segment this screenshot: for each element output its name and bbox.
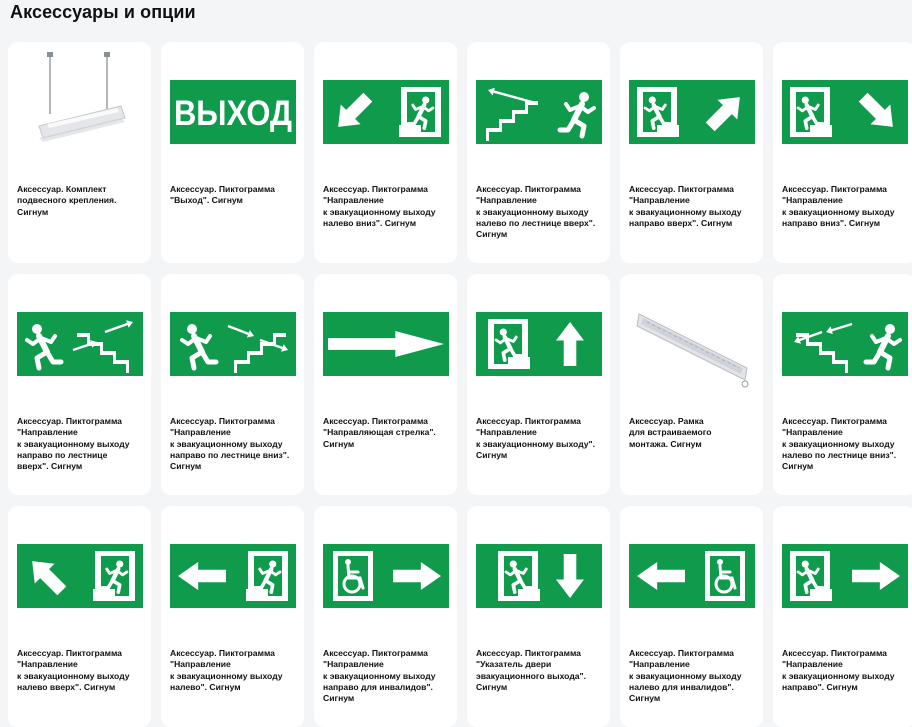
product-card[interactable] bbox=[161, 506, 304, 727]
product-card[interactable] bbox=[773, 274, 912, 495]
product-title[interactable]: Аксессуар. Пиктограмма "Направление к эвакуационному выходу направо". Сигнум bbox=[782, 648, 895, 692]
svg-text:ВЫХОД: ВЫХОД bbox=[174, 94, 293, 133]
product-title[interactable]: Аксессуар. Пиктограмма "Направление к эвакуационному выходу налево". Сигнум bbox=[170, 648, 283, 692]
product-image bbox=[476, 80, 602, 144]
product-title[interactable]: Аксессуар. Пиктограмма "Направление к эвакуационному выходу налево по лестнице вверх". Сигнум bbox=[476, 184, 596, 240]
product-image bbox=[782, 312, 908, 376]
product-title[interactable]: Аксессуар. Пиктограмма "Направляющая стрелка". Сигнум bbox=[323, 416, 436, 449]
product-card[interactable] bbox=[620, 506, 763, 727]
product-image bbox=[476, 312, 602, 376]
product-card[interactable] bbox=[467, 274, 610, 495]
product-image bbox=[17, 312, 143, 376]
product-title[interactable]: Аксессуар. Пиктограмма "Указатель двери эвакуационного выхода". Сигнум bbox=[476, 648, 587, 692]
product-card[interactable] bbox=[8, 274, 151, 495]
product-card[interactable] bbox=[314, 274, 457, 495]
product-image bbox=[323, 80, 449, 144]
product-title[interactable]: Аксессуар. Рамка для встраиваемого монтажа. Сигнум bbox=[629, 416, 712, 449]
product-card[interactable] bbox=[8, 42, 151, 263]
product-title[interactable]: Аксессуар. Комплект подвесного крепления. Сигнум bbox=[17, 184, 117, 217]
product-title[interactable]: Аксессуар. Пиктограмма "Направление к эвакуационному выходу направо для инвалидов". Сигнум bbox=[323, 648, 436, 704]
product-title[interactable]: Аксессуар. Пиктограмма "Направление к эвакуационному выходу направо по лестнице вверх". Сигнум bbox=[17, 416, 130, 472]
product-card[interactable] bbox=[467, 42, 610, 263]
product-title[interactable]: Аксессуар. Пиктограмма "Направление к эвакуационному выходу направо по лестнице вниз". Сигнум bbox=[170, 416, 290, 472]
product-card[interactable] bbox=[773, 42, 912, 263]
product-card[interactable] bbox=[620, 42, 763, 263]
product-card[interactable] bbox=[773, 506, 912, 727]
product-title[interactable]: Аксессуар. Пиктограмма "Направление к эвакуационному выходу налево вниз". Сигнум bbox=[323, 184, 436, 228]
product-image bbox=[170, 80, 296, 144]
product-card[interactable] bbox=[467, 506, 610, 727]
product-image bbox=[476, 544, 602, 608]
page-title: Аксессуары и опции bbox=[10, 2, 196, 22]
product-image bbox=[323, 544, 449, 608]
product-title[interactable]: Аксессуар. Пиктограмма "Направление к эвакуационному выходу налево вверх". Сигнум bbox=[17, 648, 130, 692]
product-card[interactable] bbox=[620, 274, 763, 495]
product-card[interactable] bbox=[8, 506, 151, 727]
product-title[interactable]: Аксессуар. Пиктограмма "Направление к эвакуационному выходу направо вверх". Сигнум bbox=[629, 184, 742, 228]
product-card[interactable] bbox=[161, 274, 304, 495]
product-image bbox=[782, 80, 908, 144]
product-title[interactable]: Аксессуар. Пиктограмма "Направление к эвакуационному выходу". Сигнум bbox=[476, 416, 595, 460]
product-image bbox=[17, 544, 143, 608]
product-image bbox=[782, 544, 908, 608]
product-image bbox=[17, 80, 143, 144]
product-card[interactable] bbox=[314, 506, 457, 727]
product-title[interactable]: Аксессуар. Пиктограмма "Выход". Сигнум bbox=[170, 184, 275, 206]
product-image bbox=[323, 312, 449, 376]
product-image bbox=[170, 544, 296, 608]
product-image bbox=[629, 544, 755, 608]
product-image bbox=[629, 312, 755, 376]
product-grid bbox=[8, 42, 912, 727]
product-image bbox=[629, 80, 755, 144]
product-title[interactable]: Аксессуар. Пиктограмма "Направление к эвакуационному выходу налево для инвалидов". Сигнум bbox=[629, 648, 742, 704]
product-title[interactable]: Аксессуар. Пиктограмма "Направление к эвакуационному выходу налево по лестнице вниз". Сигнум bbox=[782, 416, 897, 472]
product-card[interactable] bbox=[314, 42, 457, 263]
product-card[interactable] bbox=[161, 42, 304, 263]
product-title[interactable]: Аксессуар. Пиктограмма "Направление к эвакуационному выходу направо вниз". Сигнум bbox=[782, 184, 895, 228]
product-image bbox=[170, 312, 296, 376]
